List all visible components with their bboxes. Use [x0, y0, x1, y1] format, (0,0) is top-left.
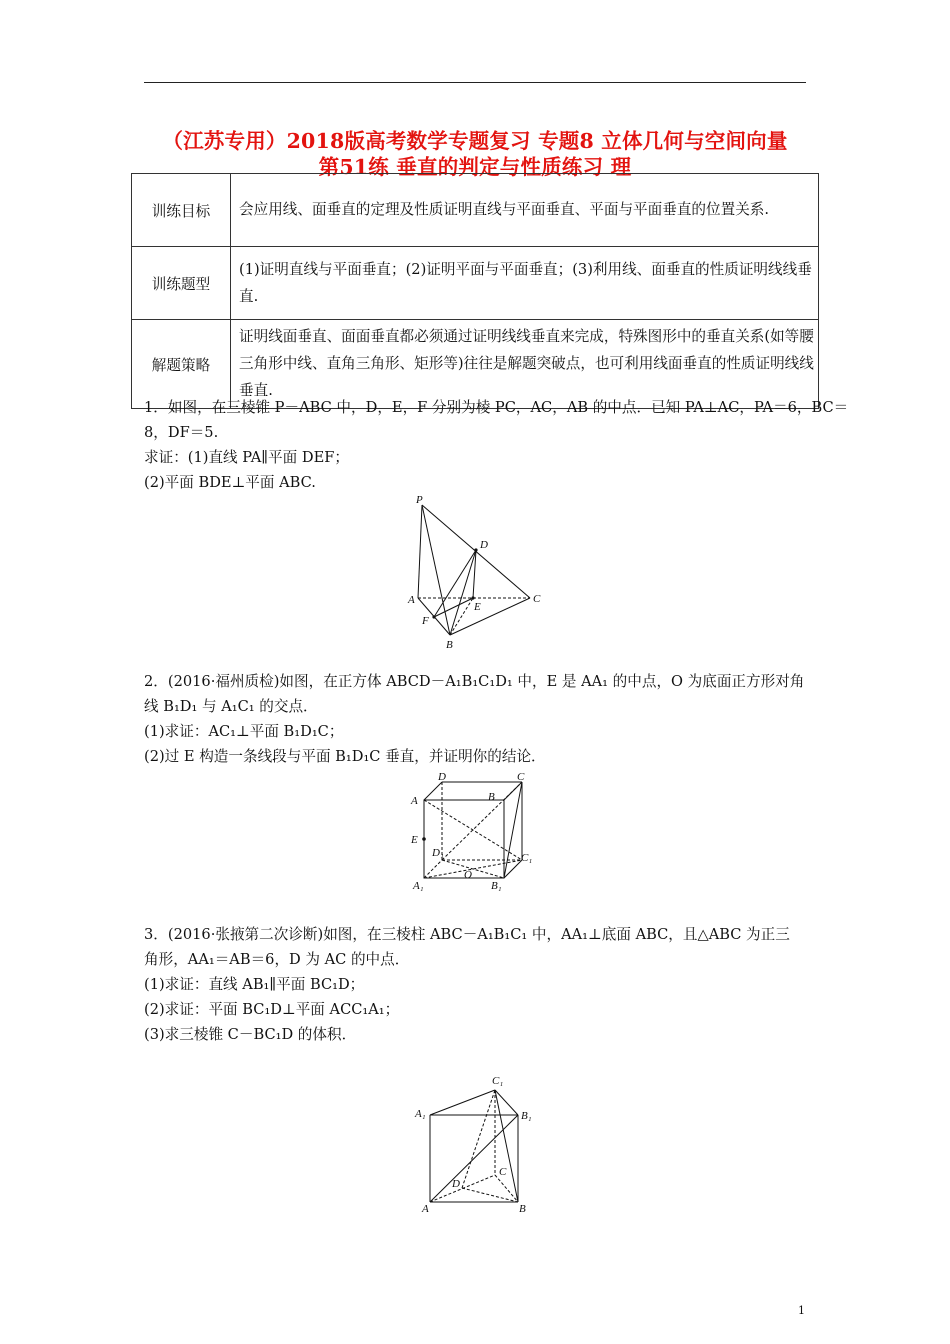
- label-O: O: [464, 869, 472, 881]
- label-D1: D₁: [432, 847, 444, 859]
- problem1-figure-tetrahedron: [400, 490, 560, 650]
- problem1-line1: 1．如图，在三棱锥 P－ABC 中，D，E，F 分别为棱 PC，AC，AB 的中点．已知 PA⊥AC，PA＝6，BC＝: [144, 399, 849, 416]
- label-B1: B₁: [491, 880, 502, 892]
- label-B1: B₁: [521, 1110, 532, 1122]
- label-E: E: [411, 834, 418, 846]
- problem2-figure-cube: [400, 770, 550, 900]
- label-B: B: [488, 791, 495, 803]
- label-C: C: [499, 1166, 507, 1178]
- label-F: F: [422, 615, 429, 627]
- label-A: A: [408, 594, 415, 606]
- label-E: E: [474, 601, 481, 613]
- label-C1: C₁: [492, 1075, 504, 1087]
- table-row: [132, 247, 819, 320]
- training-goals-table: [131, 173, 819, 409]
- row-value-goal: 会应用线、面垂直的定理及性质证明直线与平面垂直、平面与平面垂直的位置关系.: [231, 174, 819, 247]
- label-A1: A₁: [415, 1108, 426, 1120]
- problem3-line3: (1)求证：直线 AB₁∥平面 BC₁D；: [144, 976, 365, 993]
- problem3-line2: 角形，AA₁＝AB＝6，D 为 AC 的中点．: [144, 951, 410, 968]
- problem2-line4: (2)过 E 构造一条线段与平面 B₁D₁C 垂直，并证明你的结论．: [144, 748, 546, 765]
- problem3-line5: (3)求三棱锥 C－BC₁D 的体积．: [144, 1026, 357, 1043]
- row-value-type: (1)证明直线与平面垂直；(2)证明平面与平面垂直；(3)利用线、面垂直的性质证明线线垂直.: [231, 247, 819, 320]
- problem2-line2: 线 B₁D₁ 与 A₁C₁ 的交点．: [144, 698, 318, 715]
- problem1-line2: 8，DF＝5.: [144, 424, 219, 441]
- row-key-type: 训练题型: [132, 247, 231, 320]
- label-P: P: [416, 494, 423, 506]
- label-D: D: [480, 539, 488, 551]
- header-rule: [144, 82, 806, 83]
- label-A1: A₁: [413, 880, 424, 892]
- problem2-line3: (1)求证：AC₁⊥平面 B₁D₁C；: [144, 723, 344, 740]
- row-value-strategy: 证明线面垂直、面面垂直都必须通过证明线线垂直来完成，特殊图形中的垂直关系(如等腰三角形中线、直角三角形、矩形等)往往是解题突破点，也可利用线面垂直的性质证明线线垂直.: [231, 320, 819, 409]
- label-A: A: [411, 795, 418, 807]
- label-C1: C₁: [521, 852, 533, 864]
- label-A: A: [422, 1203, 429, 1215]
- row-key-goal: 训练目标: [132, 174, 231, 247]
- problem1-line4: (2)平面 BDE⊥平面 ABC.: [144, 474, 316, 491]
- label-D: D: [452, 1178, 460, 1190]
- table-row: [132, 174, 819, 247]
- problem3-line4: (2)求证：平面 BC₁D⊥平面 ACC₁A₁；: [144, 1001, 400, 1018]
- label-D: D: [438, 771, 446, 783]
- problem2-line1: 2．(2016·福州质检)如图，在正方体 ABCD－A₁B₁C₁D₁ 中，E 是 AA₁ 的中点，O 为底面正方形对角: [144, 673, 805, 690]
- document-title-line-2: 第51练 垂直的判定与性质练习 理: [318, 155, 632, 179]
- problem3-line1: 3．(2016·张掖第二次诊断)如图，在三棱柱 ABC－A₁B₁C₁ 中，AA₁⊥底面 ABC，且△ABC 为正三: [144, 926, 790, 943]
- label-C: C: [517, 771, 525, 783]
- label-B: B: [519, 1203, 526, 1215]
- row-key-strategy: 解题策略: [132, 320, 231, 409]
- label-B: B: [446, 639, 453, 651]
- problem1-line3: 求证：(1)直线 PA∥平面 DEF；: [144, 449, 349, 466]
- document-title-line-1: （江苏专用）2018版高考数学专题复习 专题8 立体几何与空间向量: [162, 129, 788, 153]
- problem3-figure-prism: [400, 1070, 560, 1220]
- page-number: 1: [798, 1304, 805, 1317]
- label-C: C: [533, 593, 541, 605]
